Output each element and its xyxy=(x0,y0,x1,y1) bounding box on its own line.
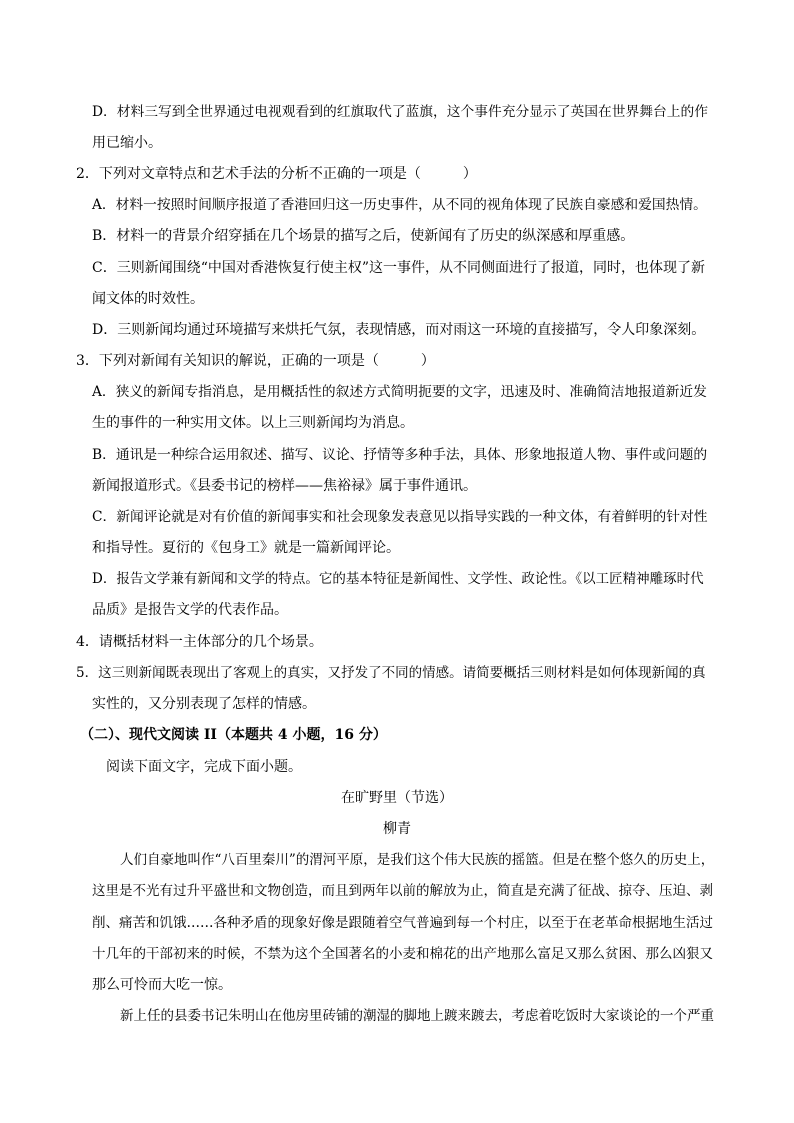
question-2-stem: 2．下列对文章特点和艺术手法的分析不正确的一项是（ ） xyxy=(76,166,477,182)
question-3-option-a-line2: 生的事件的一种实用文体。以上三则新闻均为消息。 xyxy=(92,415,414,431)
paragraph-1-line5: 那么可怜而大吃一惊。 xyxy=(92,977,232,993)
paragraph-1-line1: 人们自豪地叫作“八百里秦川”的渭河平原，是我们这个伟大民族的摇篮。但是在整个悠久的历史上， xyxy=(120,852,715,868)
question-3-option-c-line1: C．新闻评论就是对有价值的新闻事实和社会现象发表意见以指导实践的一种文体，有着鲜明的针对性 xyxy=(92,509,708,525)
question-3-stem: 3．下列对新闻有关知识的解说，正确的一项是（ ） xyxy=(76,353,435,369)
question-2-option-a: A．材料一按照时间顺序报道了香港回归这一历史事件，从不同的视角体现了民族自豪感和爱国热情。 xyxy=(92,197,707,213)
article-title: 在旷野里（节选） xyxy=(341,790,453,806)
paragraph-2-line1: 新上任的县委书记朱明山在他房里砖铺的潮湿的脚地上踱来踱去，考虑着吃饭时大家谈论的一个严重 xyxy=(120,1008,714,1024)
question-3-option-b-line1: B．通讯是一种综合运用叙述、描写、议论、抒情等多种手法，具体、形象地报道人物、事件或问题的 xyxy=(92,447,708,463)
paragraph-1-line2: 这里是不光有过升平盛世和文物创造，而且到两年以前的解放为止，简直是充满了征战、掠夺、压迫、剥 xyxy=(92,883,713,899)
question-2-option-c-line1: C．三则新闻围绕“中国对香港恢复行使主权”这一事件，从不同侧面进行了报道，同时，也体现了新 xyxy=(92,260,706,276)
question-3-option-a-line1: A．狭义的新闻专指消息，是用概括性的叙述方式简明扼要的文字，迅速及时、准确简洁地报道新近发 xyxy=(92,384,707,400)
question-4: 4．请概括材料一主体部分的几个场景。 xyxy=(76,634,323,650)
section-intro: 阅读下面文字，完成下面小题。 xyxy=(106,759,302,775)
article-author: 柳青 xyxy=(383,821,411,837)
question-2-option-c-line2: 闻文体的时效性。 xyxy=(92,291,204,307)
section-heading: （二）、现代文阅读 II（本题共 4 小题，16 分） xyxy=(80,727,387,743)
question-3-option-d-line2: 品质》是报告文学的代表作品。 xyxy=(92,602,288,618)
question-2-option-b: B．材料一的背景介绍穿插在几个场景的描写之后，使新闻有了历史的纵深感和厚重感。 xyxy=(92,228,635,244)
question-2-option-d: D．三则新闻均通过环境描写来烘托气氛，表现情感，而对雨这一环境的直接描写，令人印象深刻。 xyxy=(92,322,706,338)
paragraph-1-line3: 削、痛苦和饥饿……各种矛盾的现象好像是跟随着空气普遍到每一个村庄，以至于在老革命根据地生活过 xyxy=(92,915,713,931)
paragraph-1-line4: 十几年的干部初来的时候，不禁为这个全国著名的小麦和棉花的出产地那么富足又那么贫困、那么凶狠又 xyxy=(92,946,713,962)
question-3-option-b-line2: 新闻报道形式。《县委书记的榜样——焦裕禄》属于事件通讯。 xyxy=(92,478,477,494)
question-5-line1: 5．这三则新闻既表现出了客观上的真实，又抒发了不同的情感。请简要概括三则材料是如何体现新闻的真 xyxy=(76,665,706,681)
q1-option-d-line1: D．材料三写到全世界通过电视观看到的红旗取代了蓝旗，这个事件充分显示了英国在世界舞台上的作 xyxy=(92,104,709,120)
question-5-line2: 实性的，又分别表现了怎样的情感。 xyxy=(92,696,316,712)
q1-option-d-line2: 用已缩小。 xyxy=(92,135,162,151)
question-3-option-d-line1: D．报告文学兼有新闻和文学的特点。它的基本特征是新闻性、文学性、政论性。《以工匠精神雕琢时代 xyxy=(92,571,704,587)
question-3-option-c-line2: 和指导性。夏衍的《包身工》就是一篇新闻评论。 xyxy=(92,540,400,556)
